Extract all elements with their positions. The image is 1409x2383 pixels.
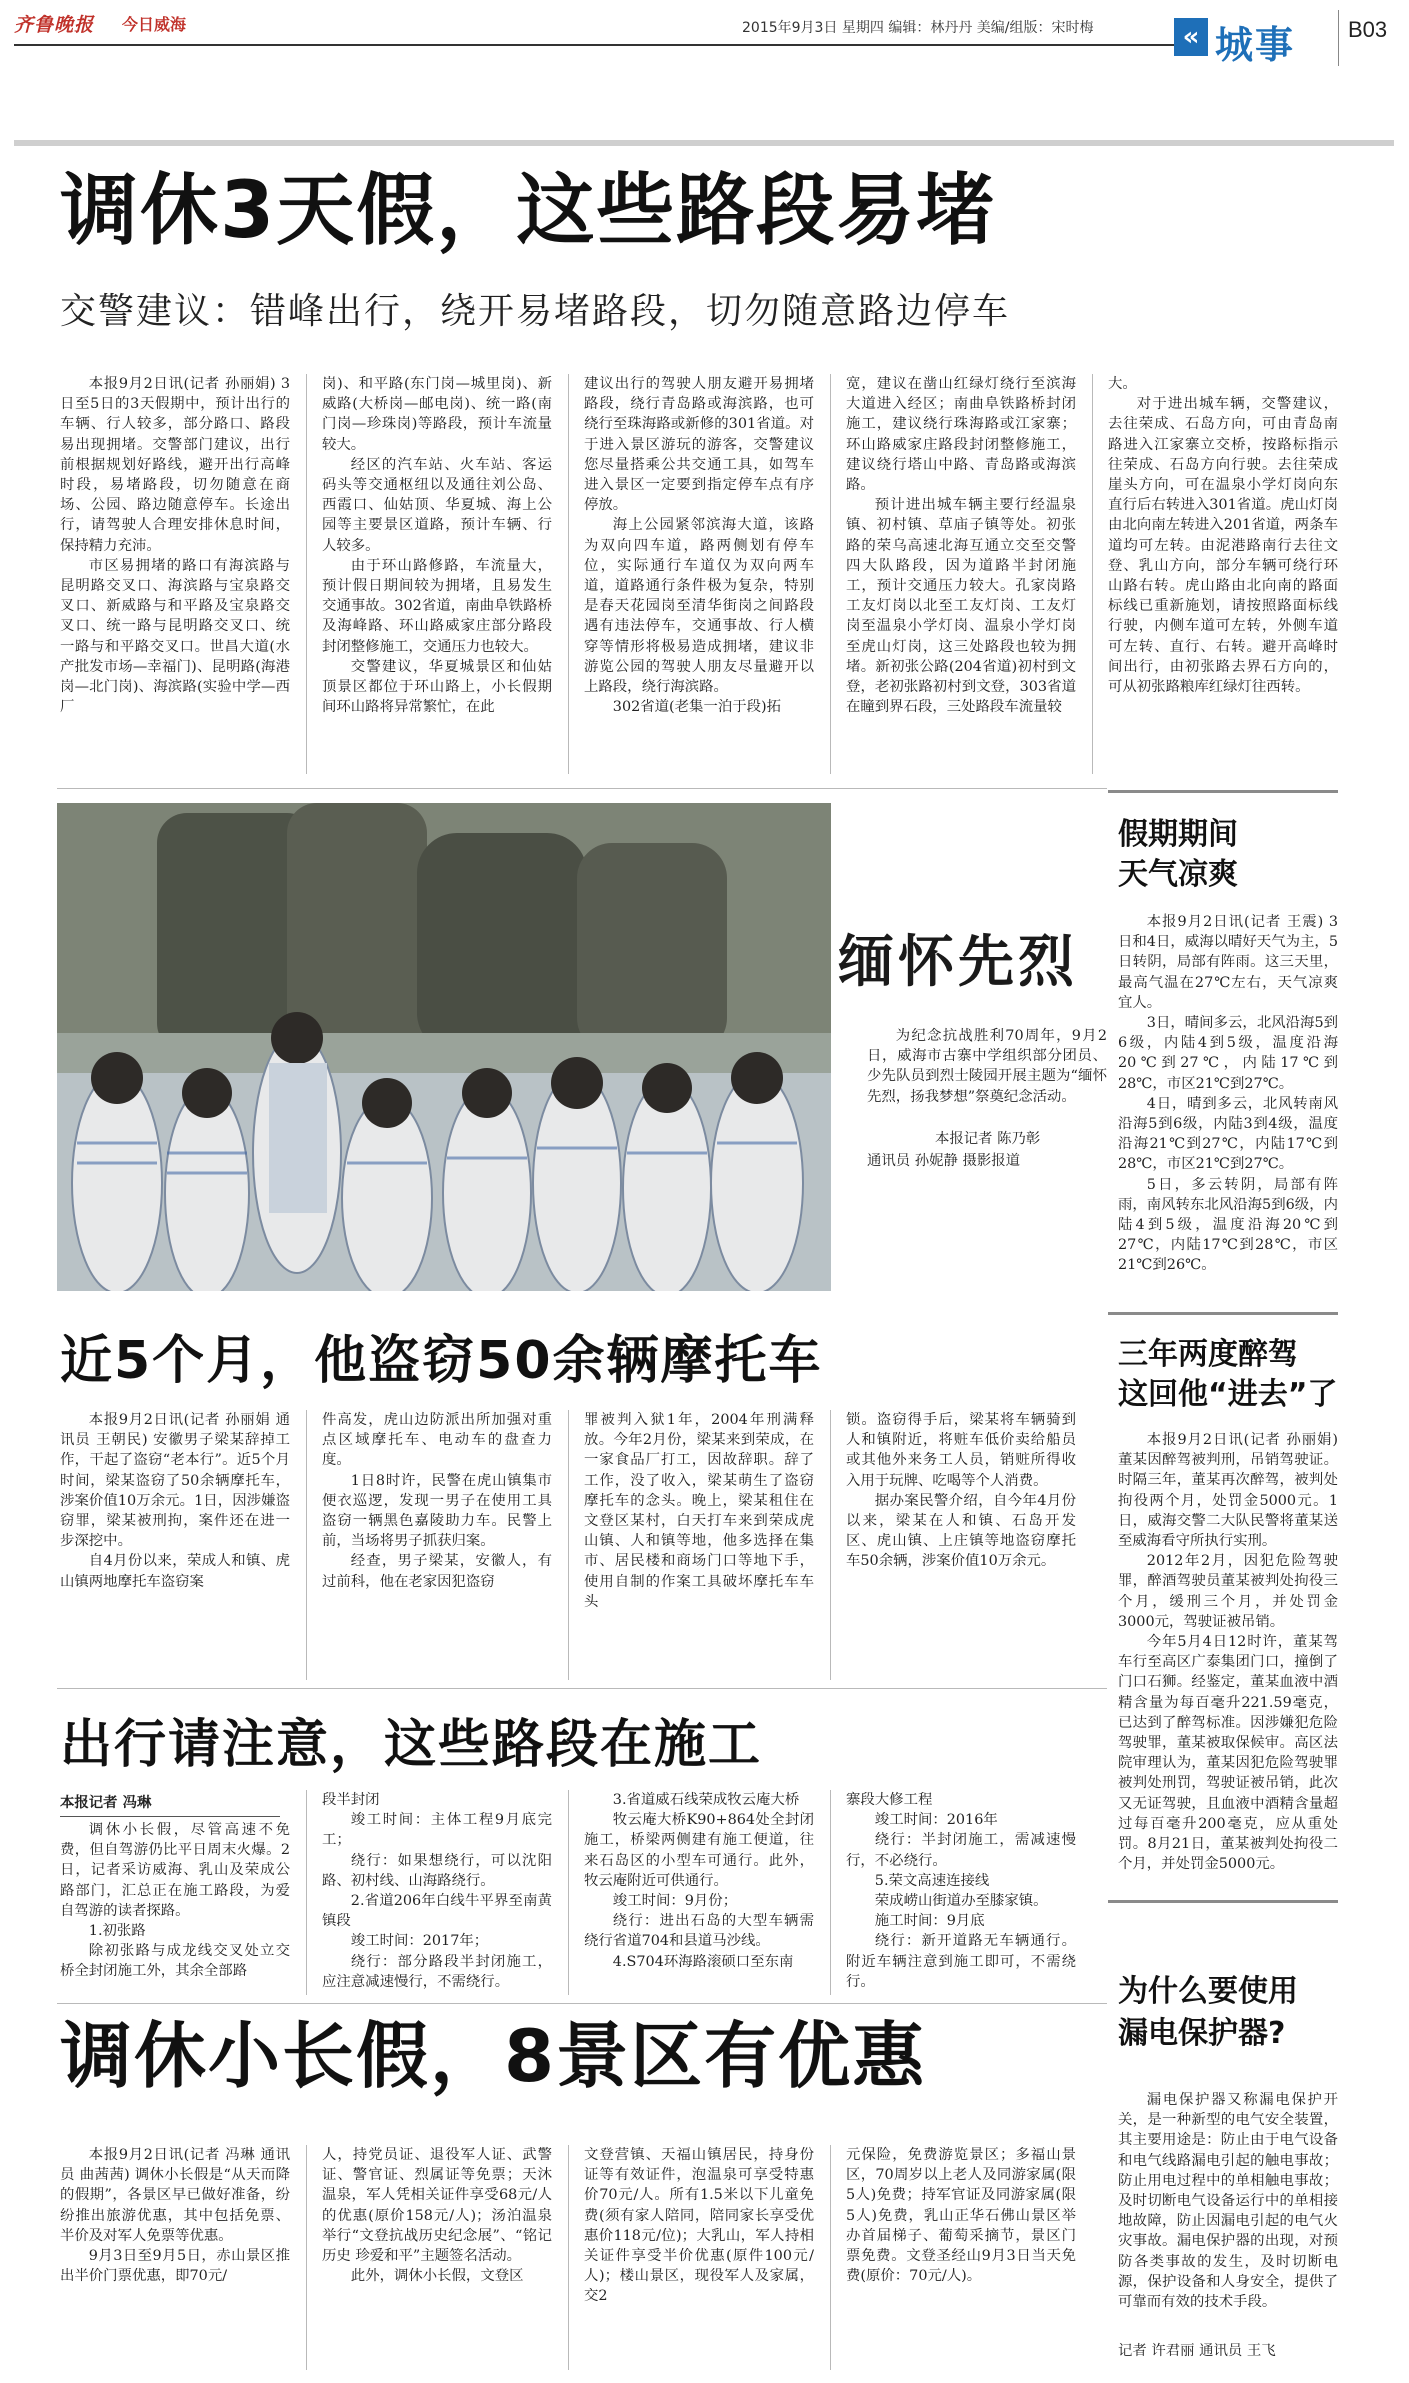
scenic-paragraph: 人，持党员证、退役军人证、武警证、警官证、烈属证等免票；天沐温泉，军人凭相关证件享受68元/人的优惠(原价158元/人)；汤泊温泉举行“文登抗战历史纪念展”、“铭记历史 珍爱和平”主题签名活动。 <box>322 2147 552 2265</box>
top-band <box>14 140 1394 146</box>
section-divider <box>57 1688 1107 1689</box>
memorial-photo-illustration <box>57 803 831 1291</box>
theft-column-2 <box>322 1410 552 1680</box>
dui-paragraph: 今年5月4日12时许，董某驾车行至高区广泰集团门口，撞倒了门口石狮。经鉴定，董某血液中酒精含量为每百毫升221.59毫克，已达到了醉驾标准。因涉嫌犯危险驾驶罪，董某被取保候审。高区法院审理认为，董某因犯危险驾驶罪被判处刑罚，驾驶证被吊销，此次又无证驾驶，且血液中酒精含量超过每百毫升200毫克，应从重处罚。8月21日，董某被判处拘役二个月，并处罚金5000元。 <box>1118 1634 1338 1873</box>
scenic-headline: 调休小长假，8景区有优惠 <box>60 2014 927 2098</box>
column-divider <box>568 374 569 774</box>
lead-paragraph: 由于环山路修路，车流量大，预计假日期间较为拥堵，且易发生交通事故。302省道，南曲阜铁路桥及海峰路、环山路威家庄部分路段封闭整修施工，交通压力也较大。 <box>322 557 552 655</box>
leakage-body <box>1118 2090 1338 2330</box>
scenic-paragraph: 元保险，免费游览景区；多福山景区，70周岁以上老人及同游家属(限5人)免费；持军官证及同游家属(限5人)免费，乳山正华石佛山景区举办首届梯子、葡萄采摘节，景区门票免费。文登圣经山9月3日当天免费(原价：70元/人)。 <box>846 2147 1076 2285</box>
theft-paragraph: 件高发，虎山边防派出所加强对重点区域摩托车、电动车的盘查力度。 <box>322 1412 552 1469</box>
leakage-paragraph: 漏电保护器又称漏电保护开关，是一种新型的电气安全装置，其主要用途是：防止由于电气设备和电气线路漏电引起的触电事故；防止用电过程中的单相触电事故；及时切断电气设备运行中的单相接地故障，防止因漏电引起的电气火灾事故。漏电保护器的出现，对预防各类事故的发生，及时切断电源，保护设备和人身安全，提供了可靠而有效的技术手段。 <box>1118 2092 1338 2311</box>
roadwork-column-1 <box>60 1820 290 1995</box>
roadwork-paragraph: 5.荣文高速连接线 <box>874 1872 990 1889</box>
column-divider <box>568 1790 569 1995</box>
byline-rule <box>60 1816 280 1817</box>
scenic-paragraph: 9月3日至9月5日，赤山景区推出半价门票优惠，即70元/ <box>60 2248 290 2285</box>
edition-label: 今日威海 <box>122 15 187 34</box>
sidebar-rule <box>1108 1312 1338 1315</box>
column-divider <box>306 374 307 774</box>
theft-column-3 <box>584 1410 814 1680</box>
weather-title-line-1: 假期期间 <box>1118 817 1238 852</box>
roadwork-paragraph: 调休小长假，尽管高速不免费，但自驾游仍比平日周末火爆。2日，记者采访威海、乳山及荣成公路部门，汇总正在施工路段，为爱自驾游的读者探路。 <box>60 1822 290 1919</box>
scenic-column-3 <box>584 2145 814 2370</box>
memorial-caption <box>867 1026 1107 1107</box>
lead-paragraph: 市区易拥堵的路口有海滨路与昆明路交叉口、海滨路与宝泉路交叉口、新威路与和平路及宝泉路交叉口、统一路与昆明路交叉口、统一路与和平路交叉口。世昌大道(水产批发市场—幸福门)、昆明路(海港岗—北门岗)、海滨路(实验中学—西厂 <box>60 557 290 716</box>
roadwork-paragraph: 荣成崂山街道办至膝家镇。 <box>874 1893 1048 1910</box>
memorial-title: 缅怀先烈 <box>838 930 1078 995</box>
column-divider <box>306 1410 307 1680</box>
page-number: B03 <box>1348 17 1388 42</box>
roadwork-byline: 本报记者 冯琳 <box>60 1794 152 1811</box>
weather-body <box>1118 912 1338 1312</box>
scenic-paragraph: 文登营镇、天福山镇居民，持身份证等有效证件，泡温泉可享受特惠价70元/人。所有1.5米以下儿童免费(须有家人陪同，陪同家长享受优惠价118元/位)；大乳山，军人持相关证件享受半价优惠(原件100元/人)；楼山景区，现役军人及家属，交2 <box>584 2147 814 2305</box>
scenic-paragraph: 此外，调休小长假，文登区 <box>350 2268 524 2285</box>
section-divider <box>57 2003 1107 2004</box>
theft-paragraph: 自4月份以来，荣成人和镇、虎山镇两地摩托车盗窃案 <box>60 1553 290 1590</box>
leakage-credit: 记者 许君丽 通讯员 王飞 <box>1118 2343 1276 2359</box>
scenic-paragraph: 本报9月2日讯(记者 冯琳 通讯员 曲茜茜) 调休小长假是“从天而降的假期”，各景区早已做好准备，纷纷推出旅游优惠，其中包括免票、半价及对军人免票等优惠。 <box>60 2147 290 2244</box>
lead-column-2 <box>322 374 552 769</box>
roadwork-paragraph: 绕行：部分路段半封闭施工，应注意减速慢行，不需绕行。 <box>322 1953 552 1990</box>
lead-column-5 <box>1108 374 1338 769</box>
roadwork-paragraph: 3.省道威石线荣成牧云庵大桥 <box>612 1792 800 1808</box>
lead-headline: 调休3天假，这些路段易堵 <box>60 166 997 256</box>
theft-column-4 <box>846 1410 1076 1680</box>
sidebar-rule <box>1108 1900 1338 1903</box>
lead-paragraph: 对于进出城车辆，交警建议，去往荣成、石岛方向，可由青岛南路进入江家寨立交桥，按路标指示往荣成、石岛方向行驶。去往荣成崖头方向，可在温泉小学灯岗向东直行后右转进入301省道。虎山灯岗由北向南左转进入201省道，两条车道均可左转。由泥港路南行去往文登、乳山方向，部分车辆可绕行环山路右转。虎山路由北向南的路面标线已重新施划，请按照路面标线行驶，内侧车道可左转，外侧车道可左转、直行、右转。避开高峰时间出行，由初张路去界石方向的，可从初张路粮库红绿灯往西转。 <box>1108 396 1338 696</box>
issue-meta: 2015年9月3日 星期四 编辑：林丹丹 美编/组版：宋时梅 <box>742 20 1094 36</box>
scenic-column-2 <box>322 2145 552 2370</box>
dui-paragraph: 本报9月2日讯(记者 孙丽娟) 董某因醉驾被判刑，吊销驾驶证。时隔三年，董某再次醉驾，被判处拘役两个月，处罚金5000元。1日，威海交警二大队民警将董某送至威海看守所执行实刑。 <box>1118 1432 1338 1550</box>
roadwork-paragraph: 竣工时间：主体工程9月底完工； <box>322 1812 552 1849</box>
memorial-caption-text: 为纪念抗战胜利70周年，9月2日，威海市古寨中学组织部分团员、少先队员到烈士陵园开展主题为“缅怀先烈，扬我梦想”祭奠纪念活动。 <box>867 1028 1107 1105</box>
weather-paragraph: 3日，晴间多云，北风沿海5到6级，内陆4到5级，温度沿海20℃到27℃，内陆17℃到28℃，市区21℃到27℃。 <box>1118 1015 1338 1092</box>
theft-column-1 <box>60 1410 290 1680</box>
dui-body <box>1118 1430 1338 1900</box>
masthead-divider <box>1338 10 1339 66</box>
roadwork-paragraph: 牧云庵大桥K90+864处全封闭施工，桥梁两侧建有施工便道，往来石岛区的小型车可通行。此外，牧云庵附近可供通行。 <box>584 1812 814 1889</box>
lead-column-4 <box>846 374 1076 769</box>
roadwork-paragraph: 1.初张路 <box>88 1923 146 1940</box>
lead-paragraph: 岗)、和平路(东门岗—城里岗)、新威路(大桥岗—邮电岗)、统一路(南门岗—珍珠岗)等路段，预计车流量较大。 <box>322 376 552 453</box>
section-divider <box>57 788 1107 789</box>
lead-paragraph: 交警建议，华夏城景区和仙姑顶景区都位于环山路上，小长假期间环山路将异常繁忙，在此 <box>322 658 552 716</box>
scenic-column-4 <box>846 2145 1076 2370</box>
lead-paragraph: 海上公园紧邻滨海大道，该路为双向四车道，路两侧划有停车位，实际通行车道仅为双向两车道，道路通行条件极为复杂，特别是春天花园岗至清华街岗之间路段遇有违法停车，交通事故、行人横穿等情形将极易造成拥堵，建议非游览公园的驾驶人朋友尽量避开以上路段，绕行海滨路。 <box>584 517 814 696</box>
lead-paragraph: 宽，建议在凿山红绿灯绕行至滨海大道进入经区；南曲阜铁路桥封闭施工，建议绕行珠海路或江家寨；环山路威家庄路段封闭整修施工，建议绕行塔山中路、青岛路或海滨路。 <box>846 376 1076 494</box>
lead-paragraph: 建议出行的驾驶人朋友避开易拥堵路段，绕行青岛路或海滨路，也可绕行至珠海路或新修的301省道。对于进入景区游玩的游客，交警建议您尽量搭乘公共交通工具，如驾车进入景区一定要到指定停车点有序停放。 <box>584 376 814 514</box>
roadwork-paragraph: 竣工时间：2017年； <box>350 1933 489 1950</box>
theft-paragraph: 罪被判入狱1年，2004年刑满释放。今年2月份，梁某来到荣成，在一家食品厂打工，因故辞职。辞了工作，没了收入，梁某萌生了盗窃摩托车的念头。晚上，梁某租住在文登区某村，白天打车来到荣成虎山镇、人和镇等地，他多选择在集市、居民楼和商场门口等地下手，使用自制的作案工具破坏摩托车车头 <box>584 1412 814 1610</box>
weather-paragraph: 本报9月2日讯(记者 王震) 3日和4日，威海以晴好天气为主，5日转阴，局部有阵雨。这三天里，最高气温在27℃左右，天气凉爽宜人。 <box>1118 914 1338 1011</box>
theft-paragraph: 据办案民警介绍，自今年4月份以来，梁某在人和镇、石岛开发区、虎山镇、上庄镇等地盗窃摩托车50余辆，涉案价值10万余元。 <box>846 1492 1076 1570</box>
lead-paragraph: 大。 <box>1108 376 1137 392</box>
roadwork-paragraph: 竣工时间：9月份； <box>612 1893 738 1910</box>
theft-headline: 近5个月，他盗窃50余辆摩托车 <box>60 1331 823 1391</box>
weather-title-line-2: 天气凉爽 <box>1118 857 1238 892</box>
roadwork-paragraph: 除初张路与成龙线交叉处立交桥全封闭施工外，其余全部路 <box>60 1943 290 1980</box>
section-arrow-icon: « <box>1174 18 1208 56</box>
dui-title-line-2: 这回他“进去”了 <box>1118 1377 1338 1412</box>
weather-paragraph: 4日，晴到多云，北风转南风沿海5到6级，内陆3到4级，温度沿海21℃到27℃，内陆17℃到28℃，市区21℃到27℃。 <box>1118 1095 1338 1173</box>
dui-paragraph: 2012年2月，因犯危险驾驶罪，醉酒驾驶员董某被判处拘役三个月，缓刑三个月，并处罚金3000元，驾驶证被吊销。 <box>1118 1553 1338 1630</box>
roadwork-paragraph: 绕行：半封闭施工，需减速慢行，不必绕行。 <box>846 1832 1076 1869</box>
roadwork-column-2 <box>322 1790 552 1995</box>
theft-paragraph: 1日8时许，民警在虎山镇集市便衣巡逻，发现一男子在使用工具盗窃一辆黑色嘉陵助力车。民警上前，当场将男子抓获归案。 <box>322 1472 552 1550</box>
lead-paragraph: 经区的汽车站、火车站、客运码头等交通枢纽以及通往刘公岛、西霞口、仙姑顶、华夏城、海上公园等主要景区道路，预计车辆、行人较多。 <box>322 456 552 554</box>
roadwork-paragraph: 4.S704环海路滚硕口至东南 <box>612 1953 794 1970</box>
newspaper-brand: 齐鲁晚报 <box>14 14 95 36</box>
column-divider <box>1092 374 1093 774</box>
roadwork-paragraph: 竣工时间：2016年 <box>874 1812 998 1829</box>
roadwork-paragraph: 施工时间：9月底 <box>874 1913 985 1930</box>
column-divider <box>306 2145 307 2370</box>
lead-column-1 <box>60 374 290 769</box>
weather-paragraph: 5日，多云转阴，局部有阵雨，南风转东北风沿海5到6级，内陆4到5级，温度沿海20℃到27℃，内陆17℃到28℃，市区21℃到26℃。 <box>1118 1176 1338 1274</box>
roadwork-paragraph: 绕行：进出石岛的大型车辆需绕行省道704和县道马沙线。 <box>584 1913 814 1950</box>
column-divider <box>830 374 831 774</box>
lead-subhead: 交警建议：错峰出行，绕开易堵路段，切勿随意路边停车 <box>60 291 1011 332</box>
roadwork-headline: 出行请注意，这些路段在施工 <box>60 1715 763 1775</box>
column-divider <box>830 2145 831 2370</box>
memorial-credit-2: 通讯员 孙妮静 摄影报道 <box>867 1153 1021 1169</box>
theft-paragraph: 锁。盗窃得手后，梁某将车辆骑到人和镇附近，将赃车低价卖给船员或其他外来务工人员，销赃所得收入用于玩牌、吃喝等个人消费。 <box>846 1412 1076 1489</box>
masthead-rule <box>14 44 1194 46</box>
lead-paragraph: 预计进出城车辆主要行经温泉镇、初村镇、草庙子镇等处。初张路的荣乌高速北海互通立交至交警四大队路段，因为道路半封闭施工，预计交通压力较大。孔家岗路工友灯岗以北至工友灯岗、工友灯岗至温泉小学灯岗、温泉小学灯岗至虎山灯岗，这三处路段也较为拥堵。新初张公路(204省道)初村到文登，老初张路初村到文登，303省道在瞳到界石段，三处路段车流量较 <box>846 497 1076 716</box>
lead-column-3 <box>584 374 814 769</box>
leakage-title-line-2: 漏电保护器? <box>1118 2016 1286 2051</box>
memorial-photo <box>57 803 831 1291</box>
scenic-column-1 <box>60 2145 290 2370</box>
sidebar-rule <box>1108 790 1338 793</box>
theft-paragraph: 经查，男子梁某，安徽人，有过前科，他在老家因犯盗窃 <box>322 1553 552 1590</box>
roadwork-paragraph: 绕行：新开道路无车辆通行。附近车辆注意到施工即可，不需绕行。 <box>846 1933 1076 1990</box>
theft-paragraph: 本报9月2日讯(记者 孙丽娟 通讯员 王朝民) 安徽男子梁某辞掉工作，干起了盗窃“老本行”。近5个月时间，梁某盗窃了50余辆摩托车，涉案价值10万余元。1日，因涉嫌盗窃罪，梁某被刑拘，案件还在进一步深挖中。 <box>60 1412 290 1550</box>
roadwork-paragraph: 绕行：如果想绕行，可以沈阳路、初村线、山海路绕行。 <box>322 1852 552 1889</box>
roadwork-paragraph: 寨段大修工程 <box>846 1792 933 1808</box>
roadwork-paragraph: 2.省道206年白线牛平界至南黄镇段 <box>322 1893 552 1930</box>
leakage-title-line-1: 为什么要使用 <box>1118 1974 1298 2009</box>
column-divider <box>830 1410 831 1680</box>
roadwork-column-4 <box>846 1790 1076 1995</box>
column-divider <box>568 1410 569 1680</box>
column-divider <box>568 2145 569 2370</box>
roadwork-paragraph: 段半封闭 <box>322 1792 380 1808</box>
roadwork-column-3 <box>584 1790 814 1995</box>
column-divider <box>830 1790 831 1995</box>
section-title: 城事 <box>1215 23 1296 67</box>
lead-paragraph: 302省道(老集一泊于段)拓 <box>612 699 782 716</box>
column-divider <box>306 1790 307 1995</box>
memorial-credit-1: 本报记者 陈乃彰 <box>935 1131 1041 1147</box>
dui-title-line-1: 三年两度醉驾 <box>1118 1337 1298 1372</box>
lead-paragraph: 本报9月2日讯(记者 孙丽娟) 3日至5日的3天假期中，预计出行的车辆、行人较多，部分路口、路段易出现拥堵。交警部门建议，出行前根据规划好路线，避开出行高峰时段，易堵路段，切勿随意在商场、公园、路边随意停车。长途出行，请驾驶人合理安排休息时间，保持精力充沛。 <box>60 376 290 554</box>
